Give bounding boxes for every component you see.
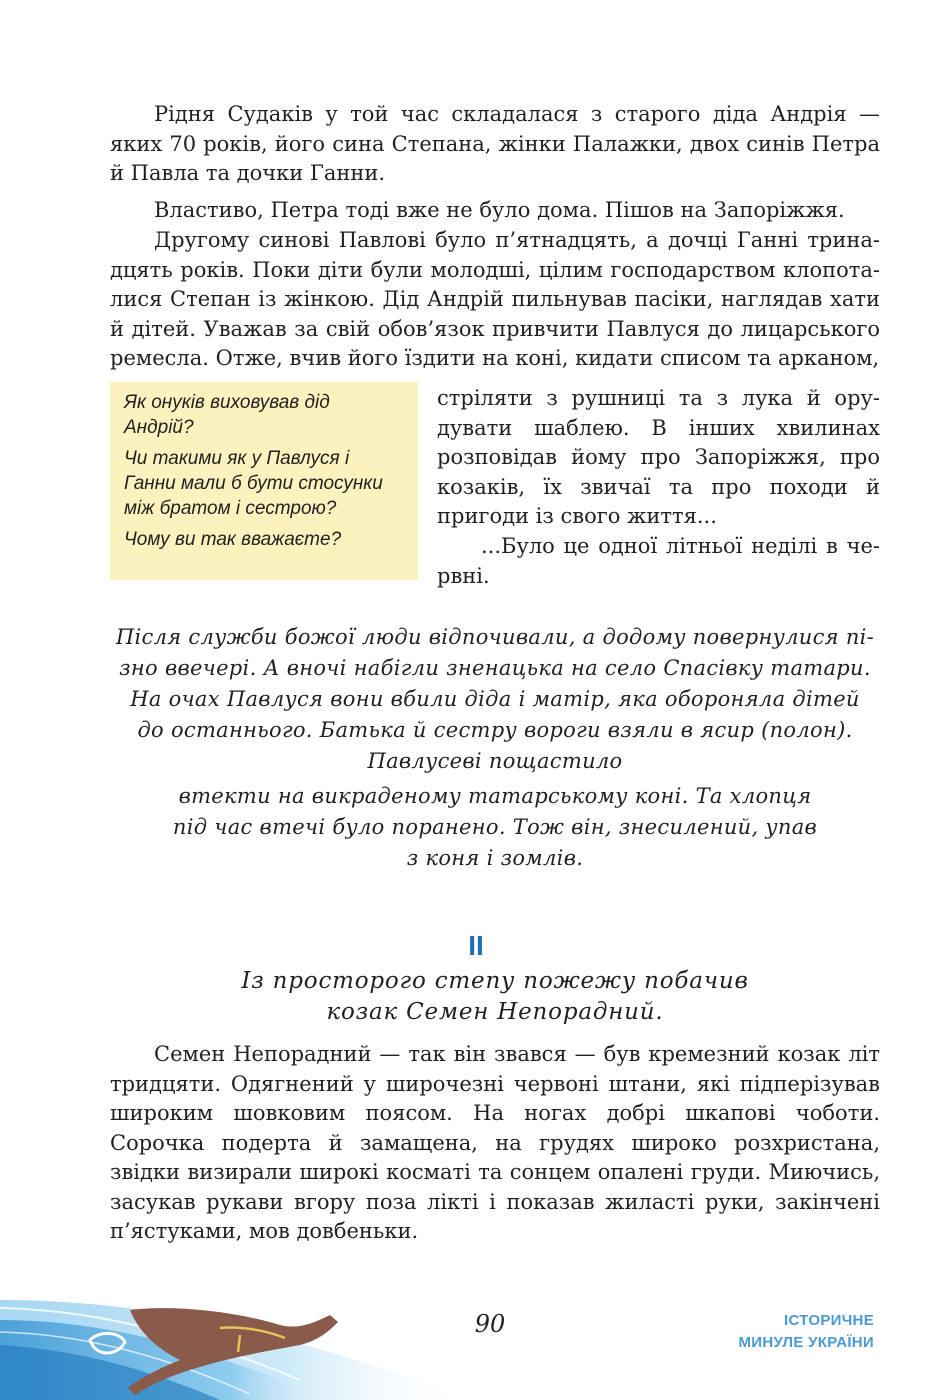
section-subtitle-line: козак Семен Непорадний. (326, 999, 664, 1025)
paragraph-family: Рідня Судаків у той час складалася з старого діда Андрія — яких 70 років, його сина Степана, жінки Палажки, двох синів Петра й Павла та дочки Ганни. (110, 102, 880, 185)
book-title-line: ІСТОРИЧНЕ (784, 1312, 874, 1329)
paragraph-pavlo: Другому синові Павлові було п’ятнадцять, а дочці Ганні тринадцять років. Поки діти були молодші, цілим господарством клопоталися Степан із жінкою. Дід Андрій пильнував пасіки, наглядав хати й дітей. Уважав за свій обов’язок привчити Павлуся до лицарського ремесла. Отже, вчив його їздити на коні, кидати списом та арканом, (110, 228, 880, 370)
paragraph-semen: Семен Непорадний — так він звався — був кремезний козак літ тридцяти. Одягнений у широчезні червоні штани, які підперізував широким шовковим поясом. На ногах добрі шкапові чоботи. Сорочка подерта й замащена, на грудях широко розхристана, звідки визирали широкі косматі та сонцем опалені груди. Миючись, засукав рукави вгору поза лікті і показав жиласті руки, закінчені п’ястуками, мов довбеньки. (110, 1042, 880, 1243)
summary-line: На очах Павлуся вони вбили діда і матір, яка обороняла дітей (130, 687, 860, 711)
sidebar-question-3: Чому ви так вважаєте? (124, 529, 342, 550)
book-title-line: МИНУЛЕ УКРАЇНИ (738, 1334, 874, 1351)
wrap-paragraph-training: стріляти з рушниці та з лука й орудувати шаблею. В інших хвилинах розповідав йому про Запоріжжя, про козаків, їх звичаї та про походи й пригоди із свого життя... (437, 386, 880, 528)
section-subtitle (110, 966, 880, 1028)
sidebar-question-1: Як онуків виховував дід Андрій? (124, 392, 330, 438)
summary-line: зно ввечері. А вночі набігли зненацька на село Спасівку татари. (119, 656, 871, 680)
wrap-paragraph-sunday: ...Було це одної літньої неділі в червні. (437, 534, 880, 588)
summary-line: під час втечі було поранено. Тож він, знесилений, упав (172, 815, 818, 839)
paragraph-petro: Властиво, Петра тоді вже не було дома. Пішов на Запоріжжя. (154, 198, 845, 222)
summary-line: до останнього. Батька й сестру вороги взяли в ясир (полон). (137, 718, 853, 742)
summary-line: Павлусеві пощастило (367, 749, 623, 773)
summary-line: Після служби божої люди відпочивали, а додому повернулися пі- (115, 625, 875, 649)
summary-line: втекти на викраденому татарському коні. Та хлопця (178, 784, 812, 808)
page-number: 90 (474, 1310, 506, 1338)
sidebar-question-2: Чи такими як у Павлуся і Ганни мали б бути стосунки між братом і сестрою? (124, 448, 383, 519)
questions-sidebar (110, 382, 418, 580)
summary-line: з коня і зомлів. (406, 846, 584, 870)
section-subtitle-line: Із просторого степу пожежу побачив (241, 968, 749, 994)
section-number: II (468, 930, 484, 961)
footer-decoration-horse-image (0, 1290, 470, 1400)
book-title (738, 1310, 874, 1354)
